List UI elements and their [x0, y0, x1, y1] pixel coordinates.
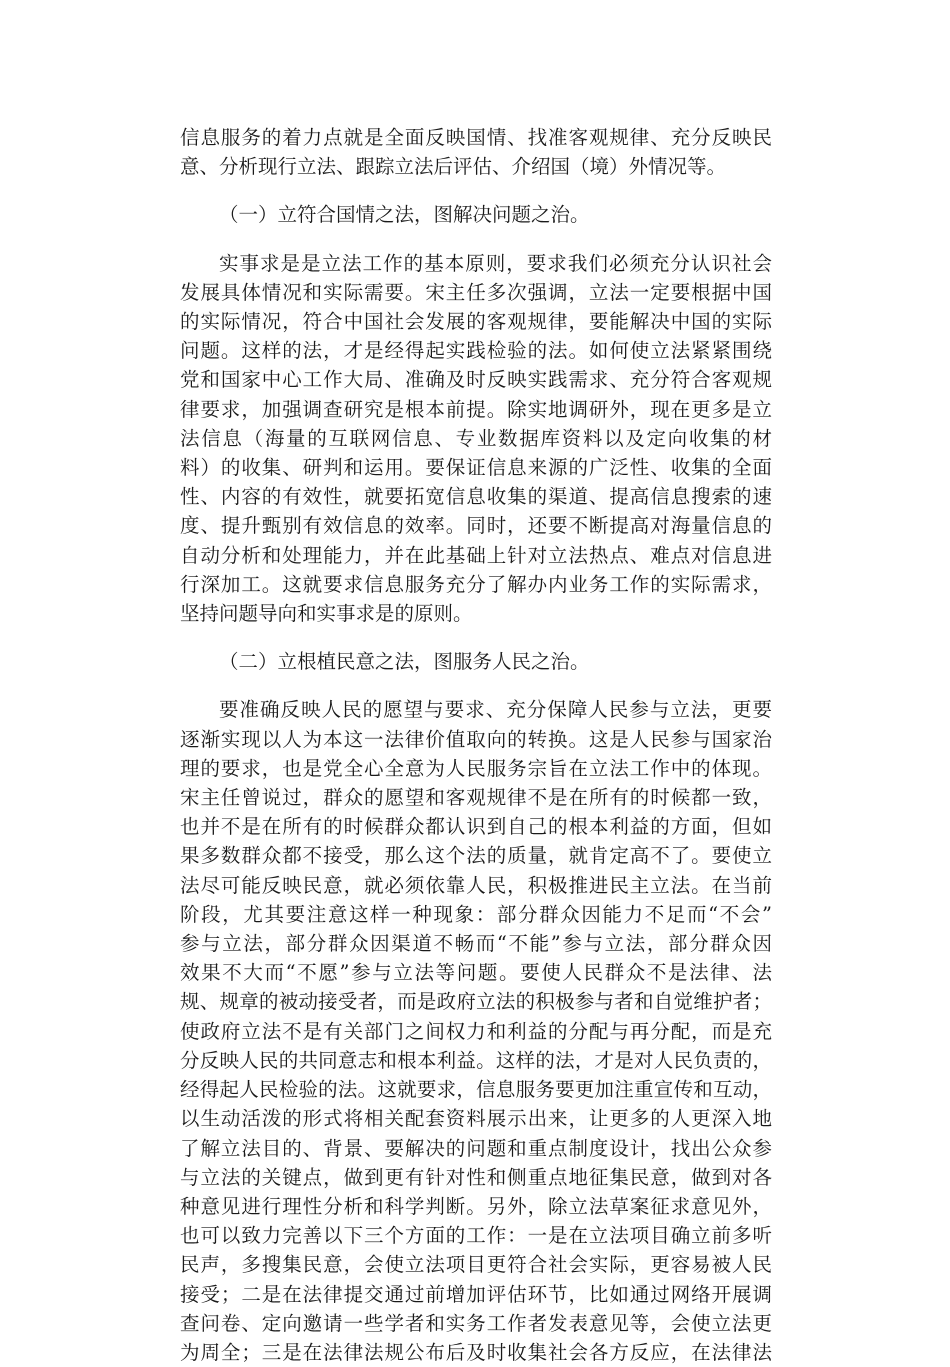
- paragraph-section-1: [180, 249, 772, 629]
- paragraph-line: 种意见进行理性分析和科学判断。另外，除立法草案征求意见外，: [180, 1194, 772, 1218]
- spacer: [180, 676, 772, 695]
- paragraph-line: 法尽可能反映民意，就必须依靠人民，积极推进民主立法。在当前: [180, 873, 772, 897]
- paragraph-line: 效果不大而“不愿”参与立法等问题。要使人民群众不是法律、法: [180, 961, 772, 985]
- paragraph-line: 规、规章的被动接受者，而是政府立法的积极参与者和自觉维护者；: [180, 990, 772, 1014]
- paragraph-line: 的实际情况，符合中国社会发展的客观规律，要能解决中国的实际: [180, 310, 772, 334]
- paragraph-line: 度、提升甄别有效信息的效率。同时，还要不断提高对海量信息的: [180, 514, 772, 538]
- paragraph-line: 自动分析和处理能力，并在此基础上针对立法热点、难点对信息进: [180, 543, 772, 567]
- paragraph-line: 为周全；三是在法律法规公布后及时收集社会各方反应，在法律法: [180, 1340, 772, 1364]
- paragraph-line: 意、分析现行立法、跟踪立法后评估、介绍国（境）外情况等。: [180, 155, 727, 179]
- paragraph-line: 阶段，尤其要注意这样一种现象：部分群众因能力不足而“不会”: [180, 902, 772, 926]
- paragraph-line: 实事求是是立法工作的基本原则，要求我们必须充分认识社会: [219, 251, 772, 275]
- paragraph-line: 民声，多搜集民意，会使立法项目更符合社会实际，更容易被人民: [180, 1253, 772, 1277]
- paragraph-line: 宋主任曾说过，群众的愿望和客观规律不是在所有的时候都一致，: [180, 786, 772, 810]
- document-body: [180, 123, 772, 1367]
- paragraph-line: 料）的收集、研判和运用。要保证信息来源的广泛性、收集的全面: [180, 456, 772, 480]
- spacer: [180, 181, 772, 200]
- paragraph-line: 了解立法目的、背景、要解决的问题和重点制度设计，找出公众参: [180, 1136, 772, 1160]
- paragraph-line: 法信息（海量的互联网信息、专业数据库资料以及定向收集的材: [180, 426, 772, 450]
- paragraph-line: 行深加工。这就要求信息服务充分了解办内业务工作的实际需求，: [180, 572, 772, 596]
- paragraph-line: 也可以致力完善以下三个方面的工作：一是在立法项目确立前多听: [180, 1224, 772, 1248]
- section-heading-1: （一）立符合国情之法，图解决问题之治。: [219, 203, 590, 227]
- paragraph-line: 接受；二是在法律提交通过前增加评估环节，比如通过网络开展调: [180, 1282, 772, 1306]
- paragraph-line: 以生动活泼的形式将相关配套资料展示出来，让更多的人更深入地: [180, 1107, 772, 1131]
- paragraph-line: 信息服务的着力点就是全面反映国情、找准客观规律、充分反映民: [180, 126, 772, 149]
- paragraph-line: 使政府立法不是有关部门之间权力和利益的分配与再分配，而是充: [180, 1019, 772, 1043]
- paragraph-line: 坚持问题导向和实事求是的原则。: [180, 602, 473, 626]
- section-heading-2: （二）立根植民意之法，图服务人民之治。: [219, 650, 590, 674]
- paragraph-line: 性、内容的有效性，就要拓宽信息收集的渠道、提高信息搜索的速: [180, 485, 772, 509]
- paragraph-intro: [180, 123, 772, 181]
- paragraph-line: 问题。这样的法，才是经得起实践检验的法。如何使立法紧紧围绕: [180, 339, 772, 363]
- paragraph-line: 查问卷、定向邀请一些学者和实务工作者发表意见等，会使立法更: [180, 1311, 772, 1335]
- paragraph-line: 也并不是在所有的时候群众都认识到自己的根本利益的方面，但如: [180, 815, 772, 839]
- paragraph-line: 逐渐实现以人为本这一法律价值取向的转换。这是人民参与国家治: [180, 727, 772, 751]
- paragraph-line: 律要求，加强调查研究是根本前提。除实地调研外，现在更多是立: [180, 397, 772, 421]
- paragraph-line: 果多数群众都不接受，那么这个法的质量，就肯定高不了。要使立: [180, 844, 772, 868]
- spacer: [180, 628, 772, 647]
- paragraph-line: 党和国家中心工作大局、准确及时反映实践需求、充分符合客观规: [180, 368, 772, 392]
- paragraph-line: 经得起人民检验的法。这就要求，信息服务要更加注重宣传和互动，: [180, 1078, 772, 1102]
- paragraph-line: 分反映人民的共同意志和根本利益。这样的法，才是对人民负责的，: [180, 1048, 772, 1072]
- paragraph-line: 参与立法，部分群众因渠道不畅而“不能”参与立法，部分群众因: [180, 932, 772, 956]
- paragraph-line: 发展具体情况和实际需要。宋主任多次强调，立法一定要根据中国: [180, 280, 772, 304]
- spacer: [180, 230, 772, 249]
- paragraph-line: 理的要求，也是党全心全意为人民服务宗旨在立法工作中的体现。: [180, 756, 772, 780]
- paragraph-section-2: [180, 695, 772, 1367]
- paragraph-line: 与立法的关键点，做到更有针对性和侧重点地征集民意，做到对各: [180, 1165, 772, 1189]
- paragraph-line: 要准确反映人民的愿望与要求、充分保障人民参与立法，更要: [219, 698, 772, 722]
